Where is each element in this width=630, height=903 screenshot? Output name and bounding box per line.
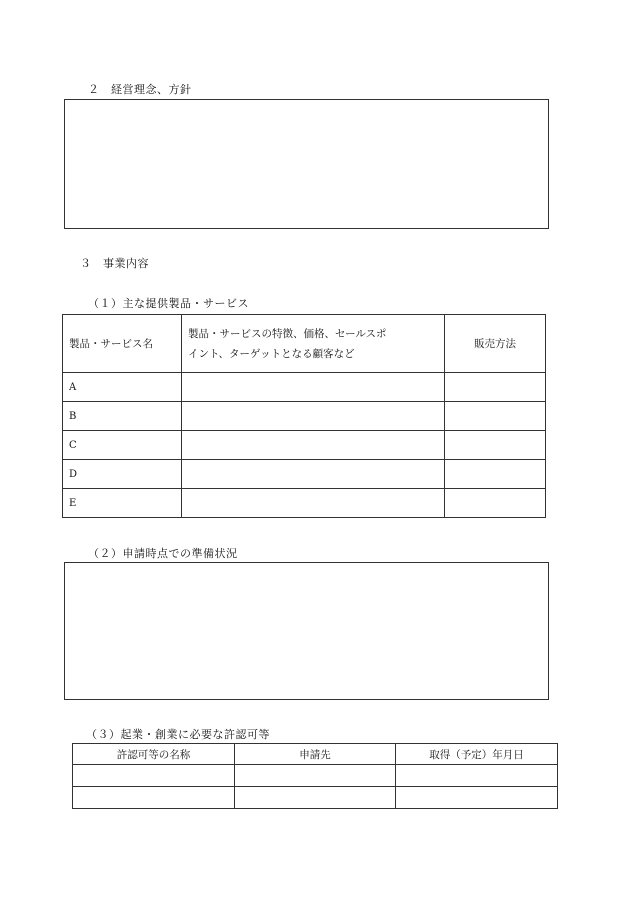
- header-application-destination: 申請先: [235, 744, 396, 765]
- management-philosophy-box[interactable]: [64, 99, 549, 229]
- features-cell[interactable]: [182, 431, 445, 460]
- header-permit-name: 許認可等の名称: [73, 744, 235, 765]
- table-row: [63, 402, 546, 431]
- header-product-name: 製品・サービス名: [63, 315, 182, 373]
- table-row: [63, 373, 546, 402]
- table-row: [73, 787, 558, 809]
- subsection-2-title: （２）申請時点での準備状況: [88, 547, 238, 560]
- subsection-1-title: （１）主な提供製品・サービス: [88, 297, 249, 310]
- features-cell[interactable]: [182, 489, 445, 518]
- section-2-title: ２ 経営理念、方針: [88, 83, 192, 96]
- permit-name-cell[interactable]: [73, 787, 235, 809]
- row-label: E: [63, 489, 182, 518]
- features-cell[interactable]: [182, 402, 445, 431]
- application-destination-cell[interactable]: [235, 787, 396, 809]
- header-product-features-line1: 製品・サービスの特徴、価格、セールスポ: [188, 327, 387, 340]
- header-sales-method: 販売方法: [445, 315, 546, 373]
- acquisition-date-cell[interactable]: [396, 787, 558, 809]
- header-acquisition-date: 取得（予定）年月日: [396, 744, 558, 765]
- section-3-title: ３ 事業内容: [80, 257, 149, 270]
- sales-method-cell[interactable]: [445, 489, 546, 518]
- features-cell[interactable]: [182, 373, 445, 402]
- table-row: [63, 460, 546, 489]
- features-cell[interactable]: [182, 460, 445, 489]
- table-row: [63, 489, 546, 518]
- row-label: A: [63, 373, 182, 402]
- table-row: [73, 765, 558, 787]
- row-label: B: [63, 402, 182, 431]
- sales-method-cell[interactable]: [445, 431, 546, 460]
- products-services-table: [62, 314, 546, 518]
- sales-method-cell[interactable]: [445, 373, 546, 402]
- application-destination-cell[interactable]: [235, 765, 396, 787]
- acquisition-date-cell[interactable]: [396, 765, 558, 787]
- header-product-features-line2: イント、ターゲットとなる顧客など: [188, 347, 355, 360]
- sales-method-cell[interactable]: [445, 402, 546, 431]
- sales-method-cell[interactable]: [445, 460, 546, 489]
- preparation-status-box[interactable]: [64, 562, 549, 700]
- subsection-3-title: （３）起業・創業に必要な許認可等: [86, 728, 270, 741]
- row-label: C: [63, 431, 182, 460]
- table-row: [63, 431, 546, 460]
- permits-table: [72, 743, 558, 809]
- permit-name-cell[interactable]: [73, 765, 235, 787]
- table-header-row: [63, 315, 546, 373]
- row-label: D: [63, 460, 182, 489]
- header-product-features: [182, 315, 445, 373]
- table-header-row: [73, 744, 558, 765]
